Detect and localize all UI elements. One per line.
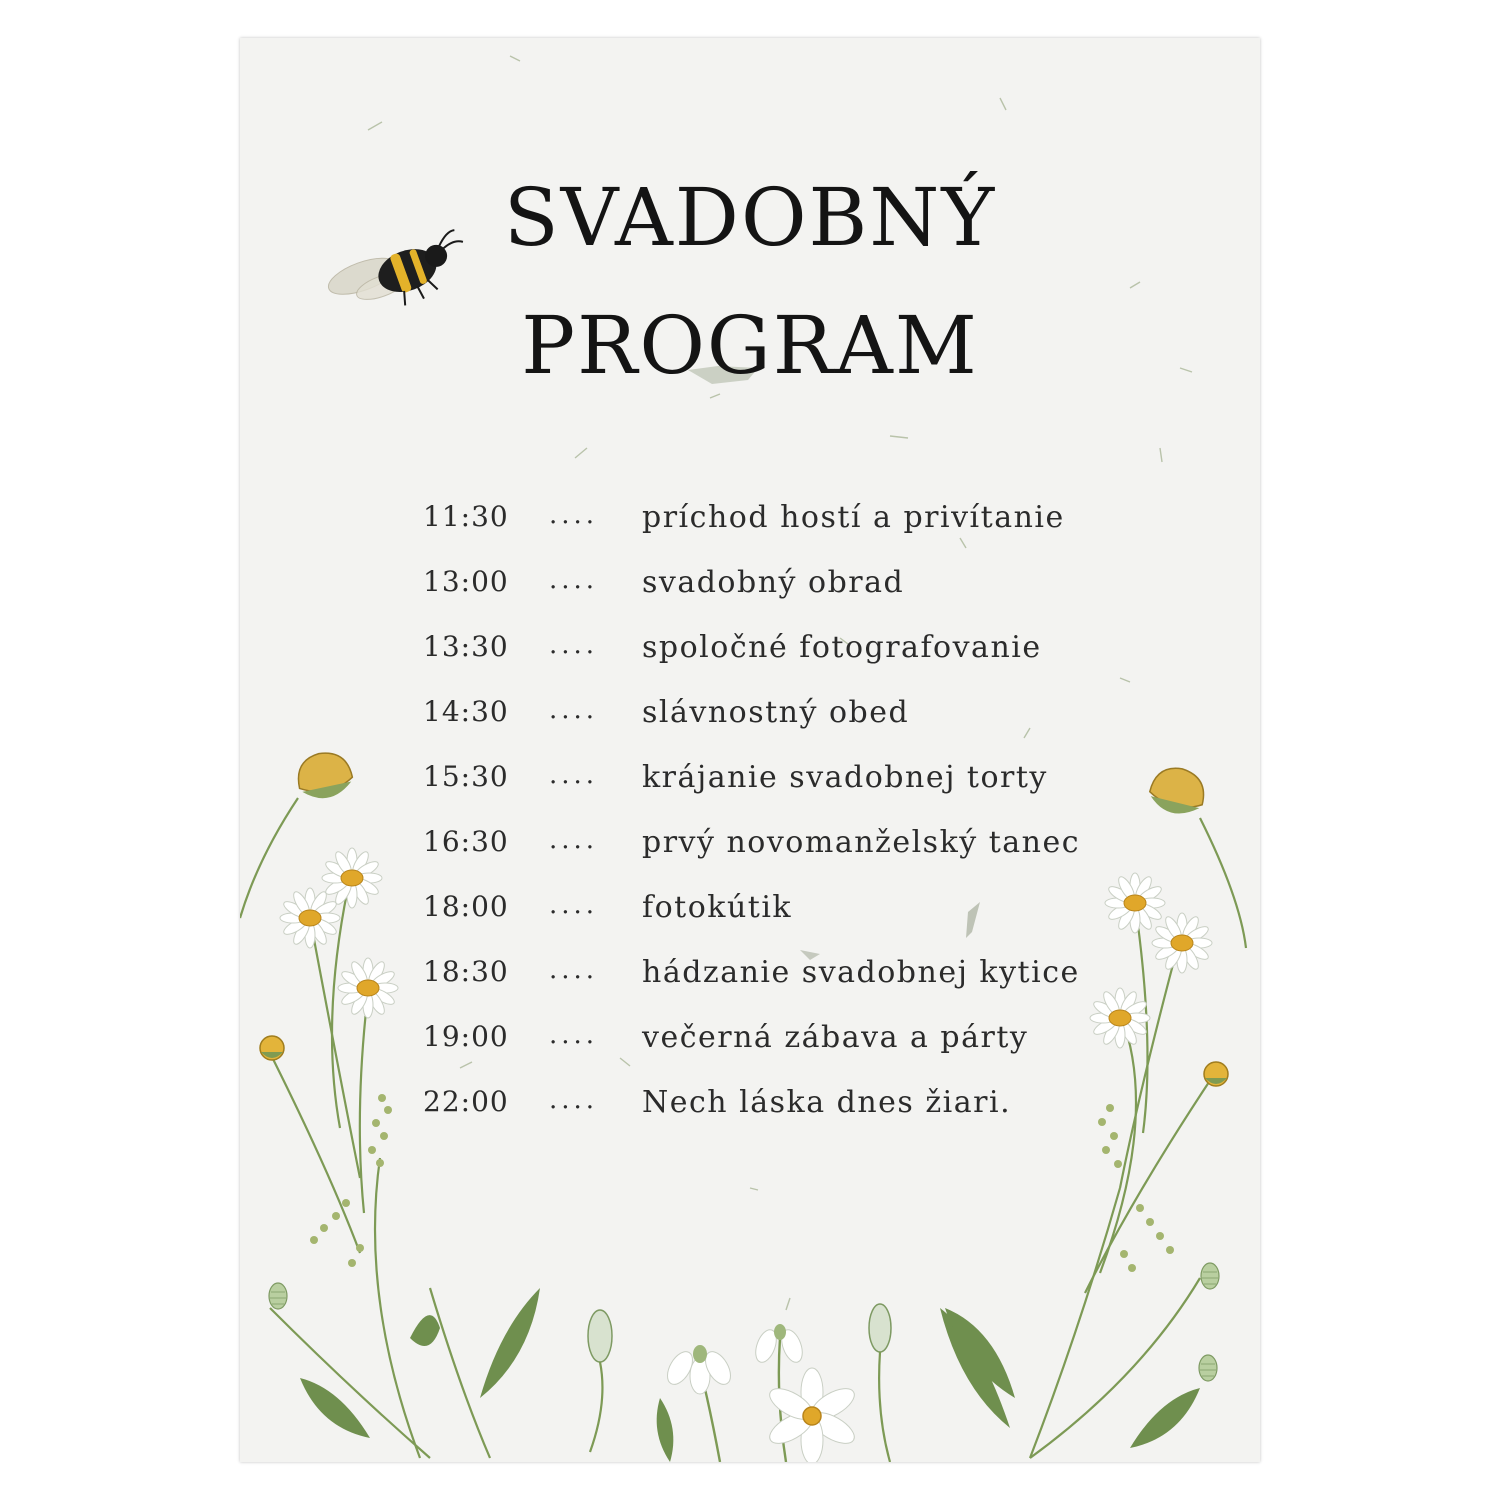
schedule-separator: ....	[549, 955, 599, 985]
schedule-event: fotokútik	[642, 890, 793, 925]
schedule-separator: ....	[549, 760, 599, 790]
schedule-event: prvý novomanželský tanec	[642, 825, 1081, 860]
schedule-time: 18:00	[423, 890, 509, 923]
schedule-time: 19:00	[423, 1020, 509, 1053]
schedule-time: 13:00	[423, 565, 509, 598]
schedule-time: 15:30	[423, 760, 509, 793]
schedule-event: Nech láska dnes žiari.	[642, 1085, 1012, 1120]
schedule-time: 18:30	[423, 955, 509, 988]
schedule-item	[423, 760, 1123, 825]
schedule-item	[423, 825, 1123, 890]
schedule-event: spoločné fotografovanie	[642, 630, 1042, 665]
title-line-1: SVADOBNÝ	[503, 171, 997, 264]
title-line-2: PROGRAM	[521, 299, 979, 392]
schedule-time: 22:00	[423, 1085, 509, 1118]
schedule-item	[423, 890, 1123, 955]
schedule-separator: ....	[549, 695, 599, 725]
schedule-event: slávnostný obed	[642, 695, 910, 730]
schedule-time: 16:30	[423, 825, 509, 858]
schedule-separator: ....	[549, 1020, 599, 1050]
schedule-separator: ....	[549, 1085, 599, 1115]
schedule-time: 11:30	[423, 500, 509, 533]
schedule-time: 14:30	[423, 695, 509, 728]
schedule-event: krájanie svadobnej torty	[642, 760, 1048, 795]
schedule-time: 13:30	[423, 630, 509, 663]
schedule-separator: ....	[549, 565, 599, 595]
schedule-item	[423, 955, 1123, 1020]
schedule-item	[423, 565, 1123, 630]
schedule-event: svadobný obrad	[642, 565, 905, 600]
schedule-separator: ....	[549, 630, 599, 660]
schedule-item	[423, 500, 1123, 565]
schedule-separator: ....	[549, 500, 599, 530]
schedule-separator: ....	[549, 825, 599, 855]
schedule-event: príchod hostí a privítanie	[642, 500, 1065, 535]
schedule-separator: ....	[549, 890, 599, 920]
schedule-event: večerná zábava a párty	[642, 1020, 1029, 1055]
schedule-item	[423, 630, 1123, 695]
schedule-list	[423, 500, 1123, 1150]
program-card	[240, 38, 1260, 1462]
schedule-item	[423, 1020, 1123, 1085]
schedule-item	[423, 1085, 1123, 1150]
schedule-event: hádzanie svadobnej kytice	[642, 955, 1080, 990]
schedule-item	[423, 695, 1123, 760]
